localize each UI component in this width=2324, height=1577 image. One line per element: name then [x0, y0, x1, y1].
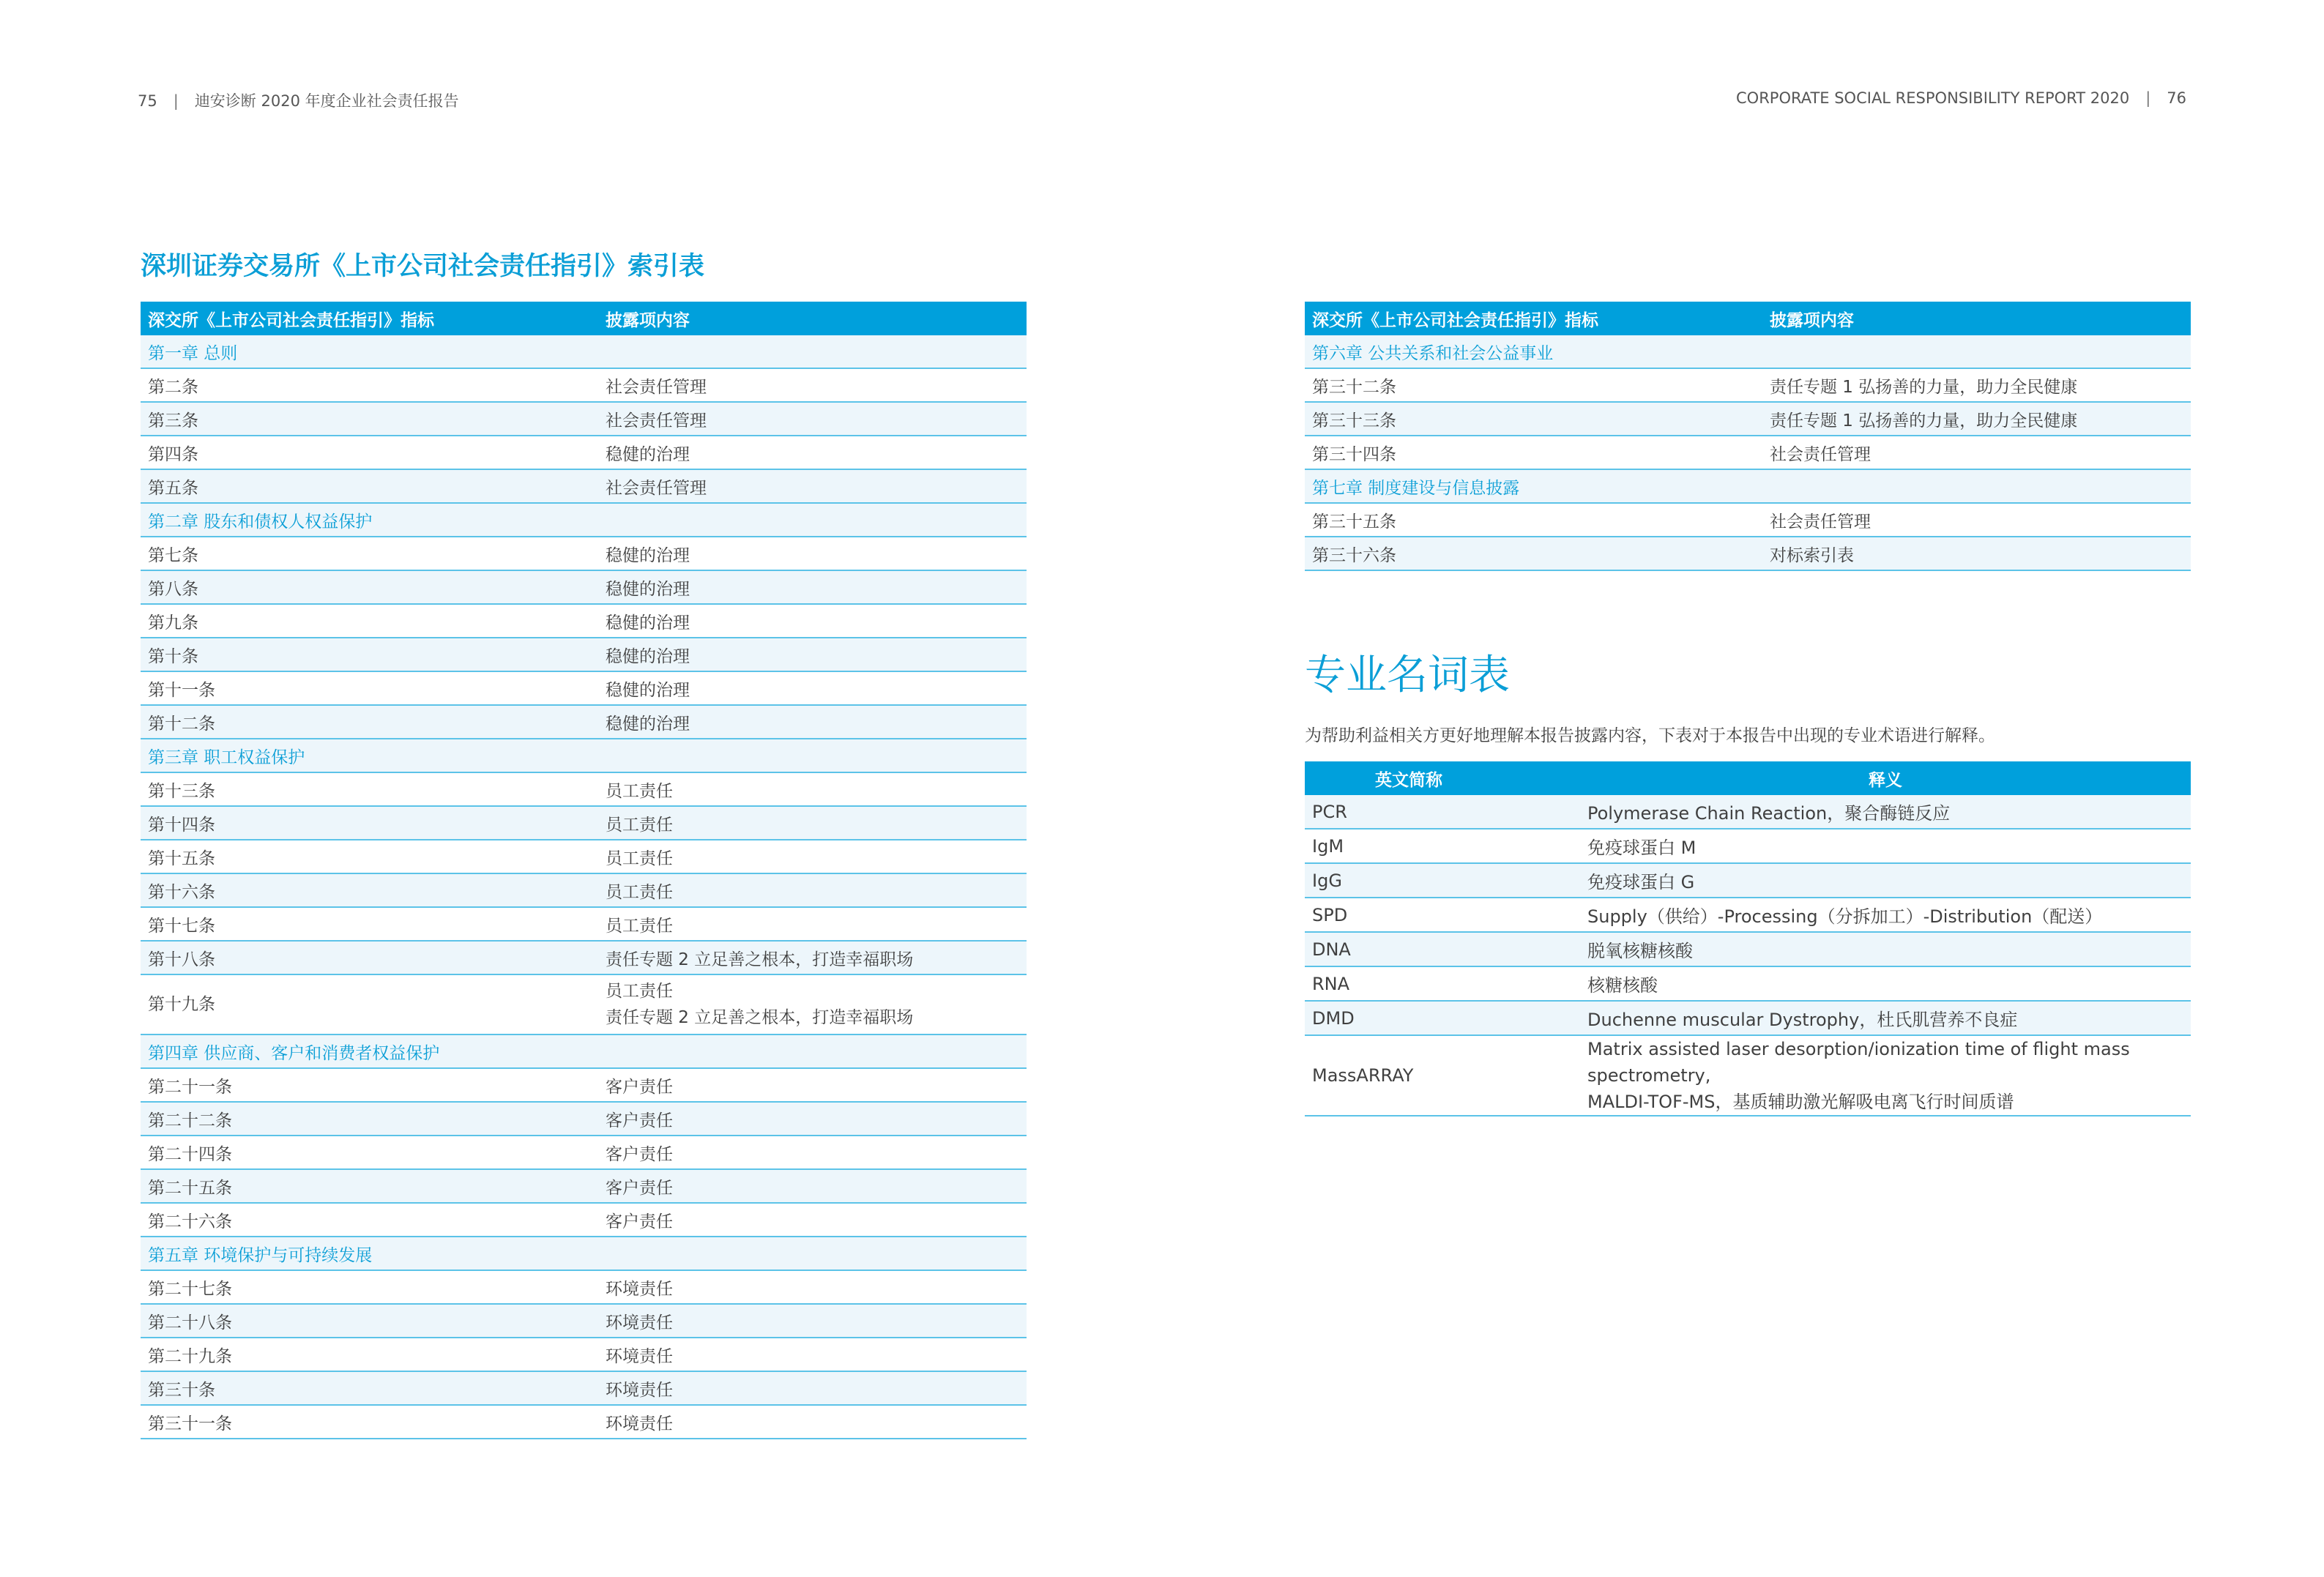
abbr-cell: SPD: [1305, 898, 1580, 932]
disclosure-cell: [598, 1237, 1027, 1270]
meaning-text: 免疫球蛋白 M: [1587, 838, 1697, 858]
disclosure-text: 社会责任管理: [1770, 512, 1871, 532]
disclosure-text: 员工责任: [606, 982, 673, 1001]
disclosure-text: 环境责任: [606, 1380, 673, 1400]
indicator-cell: 第十三条: [141, 772, 598, 806]
page-header-right: [1736, 89, 2186, 107]
disclosure-text: 责任专题 2 立足善之根本，打造幸福职场: [606, 950, 914, 969]
disclosure-text: 责任专题 1 弘扬善的力量，助力全民健康: [1770, 411, 2078, 430]
disclosure-text: 员工责任: [606, 781, 673, 801]
col1-header: 深交所《上市公司社会责任指引》指标: [1305, 302, 1762, 335]
meaning-cell: [1580, 795, 2191, 829]
indicator-cell: 第二十七条: [141, 1270, 598, 1304]
disclosure-text: 员工责任: [606, 882, 673, 902]
indicator-cell: 第一章 总则: [141, 335, 598, 368]
disclosure-cell: [598, 604, 1027, 638]
disclosure-text: 稳健的治理: [606, 680, 690, 700]
table-row: [141, 1405, 1027, 1439]
disclosure-text: 社会责任管理: [1770, 444, 1871, 464]
disclosure-cell: [598, 469, 1027, 503]
disclosure-cell: [598, 368, 1027, 402]
abbr-cell: IgM: [1305, 829, 1580, 863]
col2-header: 披露项内容: [1762, 302, 2191, 335]
disclosure-text: 环境责任: [606, 1346, 673, 1366]
abbr-cell: IgG: [1305, 863, 1580, 898]
indicator-cell: 第二十九条: [141, 1338, 598, 1371]
disclosure-text: 稳健的治理: [606, 714, 690, 734]
col1-header: 深交所《上市公司社会责任指引》指标: [141, 302, 598, 335]
indicator-cell: 第二十二条: [141, 1102, 598, 1136]
disclosure-cell: [598, 1304, 1027, 1338]
disclosure-cell: [598, 436, 1027, 469]
indicator-cell: 第六章 公共关系和社会公益事业: [1305, 335, 1762, 368]
meaning-cell: [1580, 829, 2191, 863]
indicator-cell: 第二十四条: [141, 1136, 598, 1169]
disclosure-cell: [598, 705, 1027, 739]
indicator-cell: 第五条: [141, 469, 598, 503]
meaning-cell: [1580, 1035, 2191, 1116]
glossary-intro: 为帮助利益相关方更好地理解本报告披露内容，下表对于本报告中出现的专业术语进行解释。: [1305, 726, 1995, 745]
table-row: [141, 772, 1027, 806]
disclosure-text: 稳健的治理: [606, 579, 690, 599]
indicator-cell: 第十二条: [141, 705, 598, 739]
table-row: [141, 1203, 1027, 1237]
disclosure-cell: [1762, 402, 2191, 436]
header-separator: |: [2145, 89, 2151, 107]
meaning-text: 核糖核酸: [1587, 975, 1658, 996]
chapter-row: [141, 739, 1027, 772]
indicator-cell: 第三十一条: [141, 1405, 598, 1439]
chapter-row: [141, 1034, 1027, 1068]
disclosure-cell: [598, 1270, 1027, 1304]
indicator-cell: 第二十一条: [141, 1068, 598, 1102]
table-row: [1305, 537, 2191, 570]
table-row: [141, 1270, 1027, 1304]
table-row: [141, 638, 1027, 671]
table-row: [141, 1169, 1027, 1203]
disclosure-text: 客户责任: [606, 1077, 673, 1097]
table-row: [141, 705, 1027, 739]
indicator-cell: 第五章 环境保护与可持续发展: [141, 1237, 598, 1270]
glossary-title: 专业名词表: [1305, 652, 1510, 699]
szse-index-table-left: [141, 302, 1027, 1439]
disclosure-text: 对标索引表: [1770, 545, 1854, 565]
chapter-row: [141, 335, 1027, 368]
disclosure-text: 责任专题 2 立足善之根本，打造幸福职场: [606, 1008, 914, 1027]
disclosure-cell: [598, 1136, 1027, 1169]
indicator-cell: 第二十六条: [141, 1203, 598, 1237]
disclosure-text: 环境责任: [606, 1313, 673, 1332]
meaning-text: Duchenne muscular Dystrophy，杜氏肌营养不良症: [1587, 1010, 2018, 1030]
glossary-row: [1305, 932, 2191, 966]
meaning-text: 免疫球蛋白 G: [1587, 872, 1695, 892]
table-row: [141, 1102, 1027, 1136]
indicator-cell: 第二条: [141, 368, 598, 402]
abbr-cell: PCR: [1305, 795, 1580, 829]
disclosure-text: 社会责任管理: [606, 478, 707, 498]
disclosure-cell: [598, 974, 1027, 1034]
glossary-row: [1305, 966, 2191, 1001]
indicator-cell: 第三十四条: [1305, 436, 1762, 469]
disclosure-text: 社会责任管理: [606, 377, 707, 397]
disclosure-cell: [598, 1405, 1027, 1439]
indicator-cell: 第十八条: [141, 941, 598, 974]
indicator-cell: 第三十二条: [1305, 368, 1762, 402]
disclosure-cell: [598, 1034, 1027, 1068]
meaning-cell: [1580, 966, 2191, 1001]
indicator-cell: 第三十六条: [1305, 537, 1762, 570]
table-row: [1305, 402, 2191, 436]
indicator-cell: 第三条: [141, 402, 598, 436]
disclosure-cell: [1762, 469, 2191, 503]
chapter-row: [1305, 469, 2191, 503]
abbr-cell: MassARRAY: [1305, 1035, 1580, 1116]
page-header-left: [138, 89, 459, 111]
glossary-col2-header: 释义: [1580, 761, 2191, 795]
meaning-text: 脱氧核糖核酸: [1587, 941, 1693, 961]
meaning-text: Matrix assisted laser desorption/ionization time of flight mass spectrometry,: [1587, 1039, 2130, 1086]
disclosure-cell: [1762, 368, 2191, 402]
indicator-cell: 第三十五条: [1305, 503, 1762, 537]
disclosure-cell: [598, 537, 1027, 570]
table-row: [141, 941, 1027, 974]
indicator-cell: 第二章 股东和债权人权益保护: [141, 503, 598, 537]
disclosure-cell: [598, 1068, 1027, 1102]
header-separator: |: [173, 92, 179, 110]
disclosure-cell: [1762, 537, 2191, 570]
meaning-cell: [1580, 863, 2191, 898]
indicator-cell: 第四条: [141, 436, 598, 469]
disclosure-cell: [598, 1102, 1027, 1136]
table-row: [141, 402, 1027, 436]
indicator-cell: 第十九条: [141, 974, 598, 1034]
disclosure-text: 客户责任: [606, 1111, 673, 1130]
table-row: [141, 974, 1027, 1034]
table-row: [1305, 436, 2191, 469]
disclosure-text: 环境责任: [606, 1279, 673, 1299]
disclosure-cell: [598, 1169, 1027, 1203]
disclosure-text: 稳健的治理: [606, 444, 690, 464]
table-row: [141, 537, 1027, 570]
indicator-cell: 第九条: [141, 604, 598, 638]
disclosure-cell: [598, 503, 1027, 537]
disclosure-text: 稳健的治理: [606, 545, 690, 565]
table-row: [141, 1338, 1027, 1371]
indicator-cell: 第二十五条: [141, 1169, 598, 1203]
disclosure-cell: [598, 1203, 1027, 1237]
disclosure-cell: [598, 941, 1027, 974]
disclosure-cell: [598, 873, 1027, 907]
indicator-cell: 第七条: [141, 537, 598, 570]
disclosure-text: 环境责任: [606, 1414, 673, 1434]
chapter-row: [141, 503, 1027, 537]
table-row: [1305, 368, 2191, 402]
abbr-cell: DNA: [1305, 932, 1580, 966]
meaning-cell: [1580, 1001, 2191, 1035]
col2-header: 披露项内容: [598, 302, 1027, 335]
disclosure-cell: [1762, 436, 2191, 469]
table-row: [141, 436, 1027, 469]
chapter-row: [141, 1237, 1027, 1270]
page-number-right: 76: [2167, 89, 2186, 107]
disclosure-text: 稳健的治理: [606, 613, 690, 633]
disclosure-cell: [598, 772, 1027, 806]
szse-index-table-right: [1305, 302, 2191, 571]
disclosure-cell: [1762, 335, 2191, 368]
table-row: [141, 1136, 1027, 1169]
table-row: [141, 604, 1027, 638]
glossary-row: [1305, 795, 2191, 829]
abbr-cell: RNA: [1305, 966, 1580, 1001]
disclosure-cell: [598, 570, 1027, 604]
disclosure-cell: [598, 402, 1027, 436]
disclosure-text: 客户责任: [606, 1144, 673, 1164]
table-row: [141, 671, 1027, 705]
chapter-row: [1305, 335, 2191, 368]
disclosure-text: 员工责任: [606, 815, 673, 835]
disclosure-cell: [598, 671, 1027, 705]
glossary-row: [1305, 863, 2191, 898]
report-title-en: CORPORATE SOCIAL RESPONSIBILITY REPORT 2020: [1736, 89, 2130, 107]
indicator-cell: 第八条: [141, 570, 598, 604]
table-row: [141, 907, 1027, 941]
glossary-row: [1305, 829, 2191, 863]
disclosure-text: 稳健的治理: [606, 646, 690, 666]
meaning-cell: [1580, 932, 2191, 966]
indicator-cell: 第十五条: [141, 840, 598, 873]
table-row: [141, 1371, 1027, 1405]
disclosure-cell: [598, 806, 1027, 840]
indicator-cell: 第十四条: [141, 806, 598, 840]
indicator-cell: 第三十三条: [1305, 402, 1762, 436]
indicator-cell: 第七章 制度建设与信息披露: [1305, 469, 1762, 503]
disclosure-text: 社会责任管理: [606, 411, 707, 430]
disclosure-cell: [598, 638, 1027, 671]
disclosure-text: 员工责任: [606, 849, 673, 868]
glossary-row: [1305, 1001, 2191, 1035]
page-number-left: 75: [138, 92, 157, 110]
disclosure-cell: [598, 907, 1027, 941]
disclosure-text: 客户责任: [606, 1178, 673, 1198]
szse-index-title: 深圳证券交易所《上市公司社会责任指引》索引表: [141, 252, 705, 281]
disclosure-cell: [598, 840, 1027, 873]
table-row: [141, 368, 1027, 402]
meaning-cell: [1580, 898, 2191, 932]
disclosure-cell: [598, 335, 1027, 368]
table-row: [141, 873, 1027, 907]
glossary-row: [1305, 898, 2191, 932]
disclosure-cell: [598, 1338, 1027, 1371]
table-row: [141, 1304, 1027, 1338]
disclosure-text: 员工责任: [606, 916, 673, 936]
disclosure-cell: [598, 1371, 1027, 1405]
table-row: [141, 570, 1027, 604]
meaning-text: Supply（供给）-Processing（分拆加工）-Distribution（配送）: [1587, 906, 2103, 927]
glossary-table: [1305, 761, 2191, 1116]
table-row: [141, 840, 1027, 873]
indicator-cell: 第三十条: [141, 1371, 598, 1405]
abbr-cell: DMD: [1305, 1001, 1580, 1035]
indicator-cell: 第十七条: [141, 907, 598, 941]
indicator-cell: 第二十八条: [141, 1304, 598, 1338]
disclosure-text: 客户责任: [606, 1212, 673, 1231]
report-title-cn: 迪安诊断 2020 年度企业社会责任报告: [194, 92, 459, 110]
indicator-cell: 第十六条: [141, 873, 598, 907]
table-row: [141, 1068, 1027, 1102]
glossary-col1-header: 英文简称: [1305, 761, 1580, 795]
glossary-row: [1305, 1035, 2191, 1116]
disclosure-cell: [1762, 503, 2191, 537]
indicator-cell: 第十一条: [141, 671, 598, 705]
table-row: [141, 806, 1027, 840]
disclosure-text: 责任专题 1 弘扬善的力量，助力全民健康: [1770, 377, 2078, 397]
meaning-text: MALDI-TOF-MS，基质辅助激光解吸电离飞行时间质谱: [1587, 1092, 2014, 1112]
meaning-text: Polymerase Chain Reaction，聚合酶链反应: [1587, 803, 1951, 824]
indicator-cell: 第四章 供应商、客户和消费者权益保护: [141, 1034, 598, 1068]
table-row: [1305, 503, 2191, 537]
indicator-cell: 第十条: [141, 638, 598, 671]
table-row: [141, 469, 1027, 503]
indicator-cell: 第三章 职工权益保护: [141, 739, 598, 772]
disclosure-cell: [598, 739, 1027, 772]
